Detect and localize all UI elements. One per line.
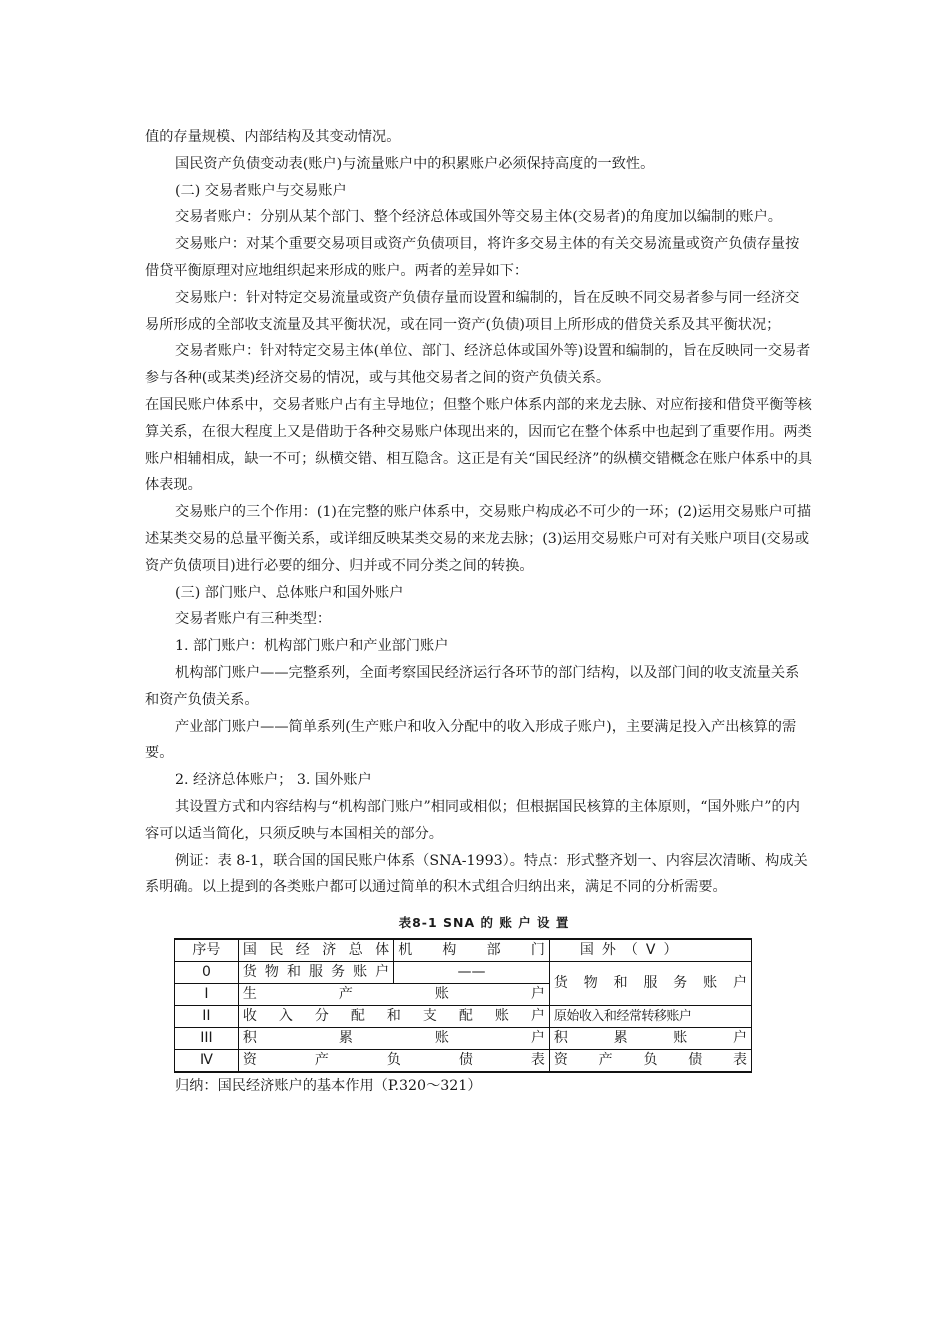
row-span: 资产负债表 — [238, 1050, 549, 1073]
body-text — [145, 124, 813, 901]
table-row — [175, 1050, 752, 1073]
row-external: 积累账户 — [549, 1028, 751, 1050]
paragraph: 在国民账户体系中，交易者账户占有主导地位；但整个账户体系内部的来龙去脉、对应衔接和借贷平衡等核算关系，在很大程度上又是借助于各种交易账户体现出来的，因而它在整个体系中也起到了重要作用。两类账户相辅相成，缺一不可；纵横交错、相互隐含。这正是有关“国民经济”的纵横交错概念在账户体系中的具体表现。 — [145, 396, 813, 494]
row-external: 货物和服务账户 — [549, 962, 751, 1006]
row-no: II — [175, 1006, 239, 1028]
paragraph: 1. 部门账户：机构部门账户和产业部门账户 — [175, 638, 449, 655]
paragraph: 2. 经济总体账户； 3. 国外账户 — [175, 772, 372, 789]
row-external: 原始收入和经常转移账户 — [549, 1006, 751, 1028]
row-span: 收入分配和支配账户 — [238, 1006, 549, 1028]
sna-account-table — [174, 938, 752, 1073]
paragraph: 其设置方式和内容结构与“机构部门账户”相同或相似；但根据国民核算的主体原则，“国外账户”的内容可以适当简化，只须反映与本国相关的部分。 — [145, 798, 800, 842]
header-institution: 机构部门 — [394, 939, 550, 962]
paragraph: 交易账户的三个作用：(1)在完整的账户体系中，交易账户构成必不可少的一环；(2)运用交易账户可描述某类交易的总量平衡关系，或详细反映某类交易的来龙去脉；(3)运用交易账户可对有关账户项目(交易或资产负债项目)进行必要的细分、归并或不同分类之间的转换。 — [145, 504, 812, 574]
row-total: 货物和服务账户 — [238, 962, 393, 984]
row-external: 资产负债表 — [549, 1050, 751, 1073]
header-external: 国外（V） — [549, 939, 751, 962]
row-institution: —— — [394, 962, 550, 984]
paragraph: 值的存量规模、内部结构及其变动情况。 — [145, 129, 401, 145]
row-span: 生产账户 — [238, 984, 549, 1006]
paragraph: 产业部门账户——简单系列(生产账户和收入分配中的收入形成子账户)，主要满足投入产出核算的需要。 — [145, 718, 797, 762]
paragraph: 交易者账户：分别从某个部门、整个经济总体或国外等交易主体(交易者)的角度加以编制的账户。 — [175, 209, 782, 226]
table-header-row — [175, 939, 752, 962]
header-no: 序号 — [175, 939, 239, 962]
paragraph: (二) 交易者账户与交易账户 — [175, 182, 347, 199]
row-no: III — [175, 1028, 239, 1050]
paragraph: 交易账户：针对特定交易流量或资产负债存量而设置和编制的，旨在反映不同交易者参与同一经济交易所形成的全部收支流量及其平衡状况，或在同一资产(负债)项目上所形成的借贷关系及其平衡状况； — [145, 289, 800, 333]
row-no: I — [175, 984, 239, 1006]
row-no: 0 — [175, 962, 239, 984]
paragraph: 例证：表 8-1，联合国的国民账户体系（SNA-1993）。特点：形式整齐划一、内容层次清晰、构成关系明确。以上提到的各类账户都可以通过简单的积木式组合归纳出来，满足不同的分析需要。 — [145, 852, 808, 896]
paragraph: 交易者账户有三种类型： — [175, 611, 332, 628]
table-row — [175, 1028, 752, 1050]
table-row — [175, 962, 752, 984]
paragraph: 交易者账户：针对特定交易主体(单位、部门、经济总体或国外等)设置和编制的，旨在反映同一交易者参与各种(或某类)经济交易的情况，或与其他交易者之间的资产负债关系。 — [145, 343, 811, 387]
paragraph: 交易账户：对某个重要交易项目或资产负债项目，将许多交易主体的有关交易流量或资产负债存量按借贷平衡原理对应地组织起来形成的账户。两者的差异如下： — [145, 236, 800, 279]
paragraph: 机构部门账户——完整系列，全面考察国民经济运行各环节的部门结构，以及部门间的收支流量关系和资产负债关系。 — [145, 664, 800, 708]
table-row — [175, 1006, 752, 1028]
paragraph: 国民资产负债变动表(账户)与流量账户中的积累账户必须保持高度的一致性。 — [175, 155, 655, 172]
row-no: Ⅳ — [175, 1050, 239, 1073]
document-page — [145, 124, 813, 1100]
row-span: 积累账户 — [238, 1028, 549, 1050]
table-title: 表8-1 SNA 的 账 户 设 置 — [398, 915, 570, 931]
header-total: 国民经济总体 — [238, 939, 393, 962]
paragraph: (三) 部门账户、总体账户和国外账户 — [175, 584, 404, 601]
summary-line: 归纳：国民经济账户的基本作用（P.320～321） — [175, 1078, 482, 1095]
